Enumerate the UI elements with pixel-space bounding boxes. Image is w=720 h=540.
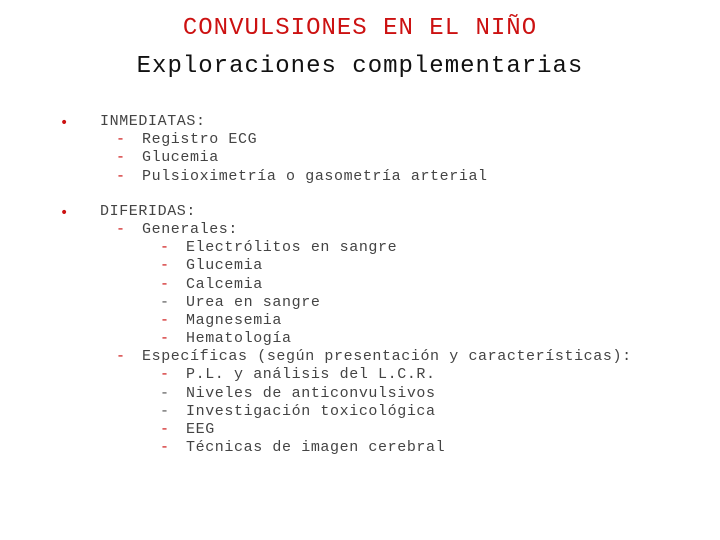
bullet-icon: • bbox=[60, 115, 69, 131]
slide-content bbox=[60, 113, 700, 474]
section-deferred bbox=[60, 203, 700, 458]
list-item bbox=[60, 149, 700, 167]
list-item bbox=[60, 276, 700, 294]
list-item-text: Magnesemia bbox=[186, 311, 283, 329]
dash-icon: - bbox=[116, 131, 126, 149]
subheading-text: Generales: bbox=[142, 220, 239, 238]
bullet-row-deferred bbox=[60, 203, 700, 221]
list-item bbox=[60, 439, 700, 457]
section-immediate bbox=[60, 113, 700, 186]
list-item-text: Investigación toxicológica bbox=[186, 402, 436, 420]
list-item-text: Electrólitos en sangre bbox=[186, 239, 398, 257]
list-item-text: Glucemia bbox=[142, 149, 219, 167]
dash-icon: - bbox=[160, 275, 170, 293]
subheading-general bbox=[60, 221, 700, 239]
list-item-text: Pulsioximetría o gasometría arterial bbox=[142, 167, 488, 185]
list-item bbox=[60, 239, 700, 257]
dash-icon: - bbox=[160, 239, 170, 257]
list-item-text: P.L. y análisis del L.C.R. bbox=[186, 366, 436, 384]
list-item-text: Niveles de anticonvulsivos bbox=[186, 384, 436, 402]
list-item bbox=[60, 385, 700, 403]
list-item bbox=[60, 294, 700, 312]
dash-icon: - bbox=[160, 402, 170, 420]
dash-icon: - bbox=[160, 421, 170, 438]
list-item-text: Calcemia bbox=[186, 275, 263, 293]
list-item bbox=[60, 257, 700, 275]
list-item bbox=[60, 366, 700, 384]
list-item bbox=[60, 312, 700, 330]
section-heading-immediate: INMEDIATAS: bbox=[100, 113, 206, 130]
section-heading-deferred: DIFERIDAS: bbox=[100, 202, 197, 220]
dash-icon: - bbox=[160, 257, 170, 275]
dash-icon: - bbox=[116, 348, 126, 366]
list-item bbox=[60, 403, 700, 421]
list-item-text: EEG bbox=[186, 421, 215, 438]
list-item-text: Técnicas de imagen cerebral bbox=[186, 439, 446, 457]
dash-icon: - bbox=[116, 167, 126, 185]
list-item-text: Registro ECG bbox=[142, 131, 258, 149]
bullet-row-immediate bbox=[60, 113, 700, 131]
list-item-text: Glucemia bbox=[186, 257, 263, 275]
dash-icon: - bbox=[160, 330, 170, 348]
subheading-specific bbox=[60, 348, 700, 366]
list-item-text: Hematología bbox=[186, 330, 292, 348]
subheading-text: Específicas (según presentación y características): bbox=[142, 348, 632, 366]
bullet-icon: • bbox=[60, 204, 69, 221]
list-item bbox=[60, 421, 700, 439]
dash-icon: - bbox=[116, 149, 126, 167]
dash-icon: - bbox=[160, 366, 170, 384]
list-item-text: Urea en sangre bbox=[186, 293, 321, 311]
list-item bbox=[60, 168, 700, 186]
list-item bbox=[60, 330, 700, 348]
dash-icon: - bbox=[116, 220, 126, 238]
dash-icon: - bbox=[160, 384, 170, 402]
dash-icon: - bbox=[160, 439, 170, 457]
dash-icon: - bbox=[160, 311, 170, 329]
slide-subtitle: Exploraciones complementarias bbox=[136, 53, 584, 80]
slide-title: CONVULSIONES EN EL NIÑO bbox=[182, 15, 538, 42]
dash-icon: - bbox=[160, 293, 170, 311]
list-item bbox=[60, 131, 700, 149]
